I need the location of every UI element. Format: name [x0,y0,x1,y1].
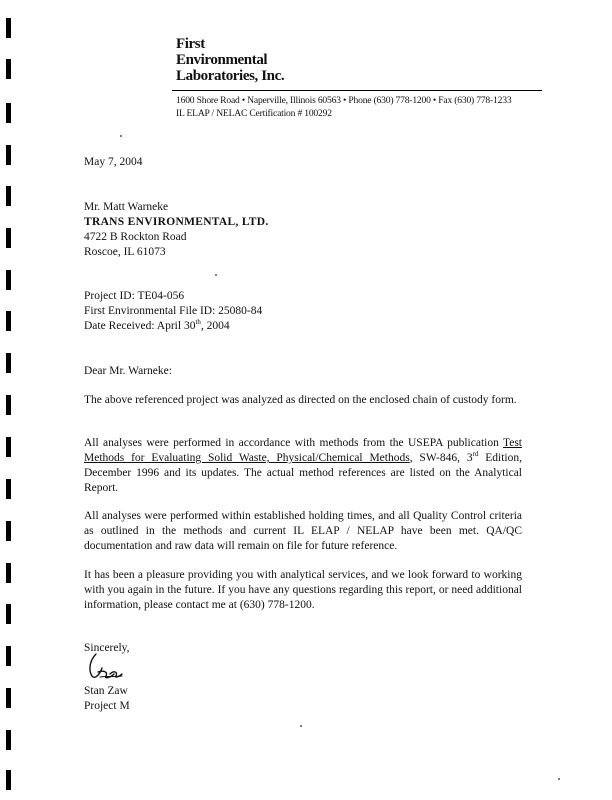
scan-edge-marks [6,18,14,798]
lab-name-line: First [176,36,205,52]
date-received-ordinal: th [195,318,201,327]
recipient-street: 4722 B Rockton Road [84,231,187,243]
lab-certification: IL ELAP / NELAC Certification # 100292 [176,108,332,119]
signature [84,650,132,682]
methods-text-b: , SW-846, 3 [409,452,473,464]
project-id: Project ID: TE04-056 [84,290,185,302]
date-received [84,319,230,334]
letter-date: May 7, 2004 [84,156,143,168]
paragraph-chain-of-custody: The above referenced project was analyzed as directed on the enclosed chain of custody form. [84,394,517,406]
file-id: First Environmental File ID: 25080-84 [84,305,263,317]
lab-name [176,36,284,84]
sincerely: Sincerely, [84,642,130,654]
methods-text-a: All analyses were performed in accordance with methods from the USEPA publication [84,437,503,449]
scan-speck [120,135,122,137]
paragraph-closing: It has been a pleasure providing you with analytical services, and we look forward to working with you again in the future. If you have any questions regarding this report, or need additional information, please contact me at (630) 778-1200. [84,569,522,611]
recipient-name: Mr. Matt Warneke [84,201,169,213]
date-received-text: Date Received: April 30 [84,320,196,332]
scan-speck [558,778,560,780]
paragraph-methods [84,436,522,496]
recipient-company: TRANS ENVIRONMENTAL, LTD. [84,216,269,228]
signer-title: Project M [84,700,130,712]
signer-name: Stan Zaw [84,685,128,697]
letterhead-rule [172,90,542,91]
recipient-city: Roscoe, IL 61073 [84,246,166,258]
lab-name-line: Laboratories, Inc. [176,68,285,84]
methods-publication-title: Test Methods for Evaluating Solid Waste, Physical/Chemical Methods [84,437,522,464]
scan-speck [215,274,217,276]
lab-name-line: Environmental [176,52,268,68]
methods-edition-ordinal: rd [472,450,479,459]
methods-text-c: Edition, December 1996 and its updates. The actual method references are listed on the Analytical Report. [84,452,522,494]
salutation: Dear Mr. Warneke: [84,365,172,377]
paragraph-quality-control: All analyses were performed within established holding times, and all Quality Control criteria as outlined in the methods and current IL ELAP / NELAP have been met. QA/QC documentation and raw data will remain on file for future reference. [84,510,522,552]
lab-address: 1600 Shore Road • Naperville, Illinois 60563 • Phone (630) 778-1200 • Fax (630) 778-1233 [176,95,512,106]
date-received-year: , 2004 [200,320,230,332]
scan-speck [300,725,302,727]
